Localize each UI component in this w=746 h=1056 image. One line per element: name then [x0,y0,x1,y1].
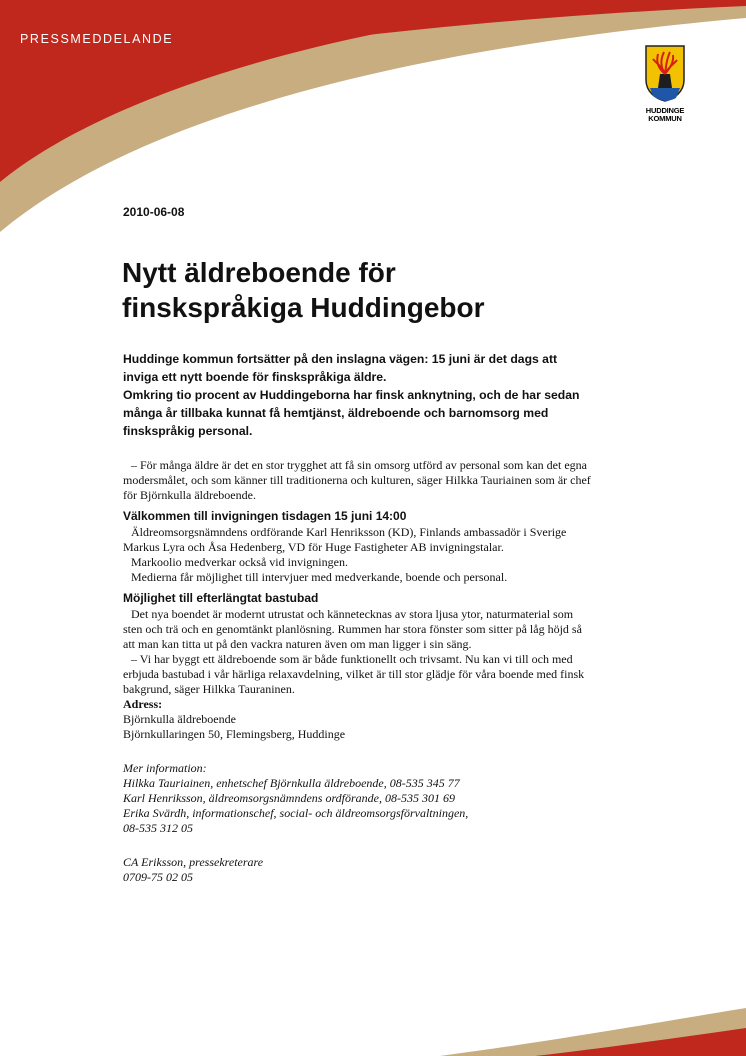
contact-line-1: Hilkka Tauriainen, enhetschef Björnkulla äldreboende, 08-535 345 77 [123,776,460,790]
press-release-label: PRESSMEDDELANDE [20,32,174,46]
ingress [123,350,593,440]
release-date: 2010-06-08 [123,205,185,219]
headline-line-2: finskspråkiga Huddingebor [122,292,485,323]
contact-line-4: 08-535 312 05 [123,821,193,835]
section-heading-inauguration: Välkommen till invigningen tisdagen 15 juni 14:00 [123,509,407,523]
coat-of-arms-icon [636,44,694,102]
huddinge-logo [636,44,694,123]
sauna-quote-paragraph: – Vi har byggt ett äldreboende som är både funktionellt och trivsamt. Nu kan vi till och med erbjuda bastubad i vår härliga relaxavdelning, vilket är till stor glädje för våra boende med finsk bakgrund, säger Hilkka Tauraninen. [123,652,585,696]
contact-line-3: Erika Svärdh, informationschef, social- och äldreomsorgsförvaltningen, [123,806,469,820]
logo-line-1: HUDDINGE [645,106,685,115]
body-text [123,458,593,885]
section-heading-sauna: Möjlighet till efterlängtat bastubad [123,591,319,605]
quote-paragraph-1: – För många äldre är det en stor trygghet att få sin omsorg utförd av personal som kan det egna modersmålet, och som känner till traditionerna och kulturen, säger Hilkka Tauriainen som är chef för Björnkulla äldreboende. [123,458,591,502]
address-label: Adress: [123,697,163,711]
ingress-paragraph-2: Omkring tio procent av Huddingeborna har finsk anknytning, och de har sedan många år tillbaka kunnat få hemtjänst, äldreboende och barnomsorg med finskspråkig personal. [123,388,580,438]
contact-heading: Mer information: [123,761,207,775]
inauguration-paragraph-1: Äldreomsorgsnämndens ordförande Karl Henriksson (KD), Finlands ambassadör i Sverige Markus Lyra och Åsa Hedenberg, VD för Huge Fastigheter AB invigningstalar. [123,525,567,554]
inauguration-paragraph-2: Markoolio medverkar också vid invigningen. [131,555,348,569]
headline-line-1: Nytt äldreboende för [122,257,396,288]
contact-line-2: Karl Henriksson, äldreomsorgsnämndens ordförande, 08-535 301 69 [123,791,455,805]
ingress-paragraph-1: Huddinge kommun fortsätter på den inslagna vägen: 15 juni är det dags att inviga ett nytt boende för finskspråkiga äldre. [123,352,558,384]
inauguration-paragraph-3: Medierna får möjlighet till intervjuer med medverkande, boende och personal. [131,570,508,584]
press-contact-phone: 0709-75 02 05 [123,870,193,884]
address-line-2: Björnkullaringen 50, Flemingsberg, Huddinge [123,727,346,741]
sauna-paragraph-1: Det nya boendet är modernt utrustat och kännetecknas av stora ljusa ytor, naturmaterial som sten och trä och en genomtänkt planlösning. Rummen har stora fönster som sitter på låg höjd så att man kan titta ut på den vackra naturen även om man ligger i sin säng. [123,607,582,651]
headline [122,255,642,325]
address-line-1: Björnkulla äldreboende [123,712,236,726]
logo-line-2: KOMMUN [648,114,682,123]
press-contact-name: CA Eriksson, pressekreterare [123,855,264,869]
